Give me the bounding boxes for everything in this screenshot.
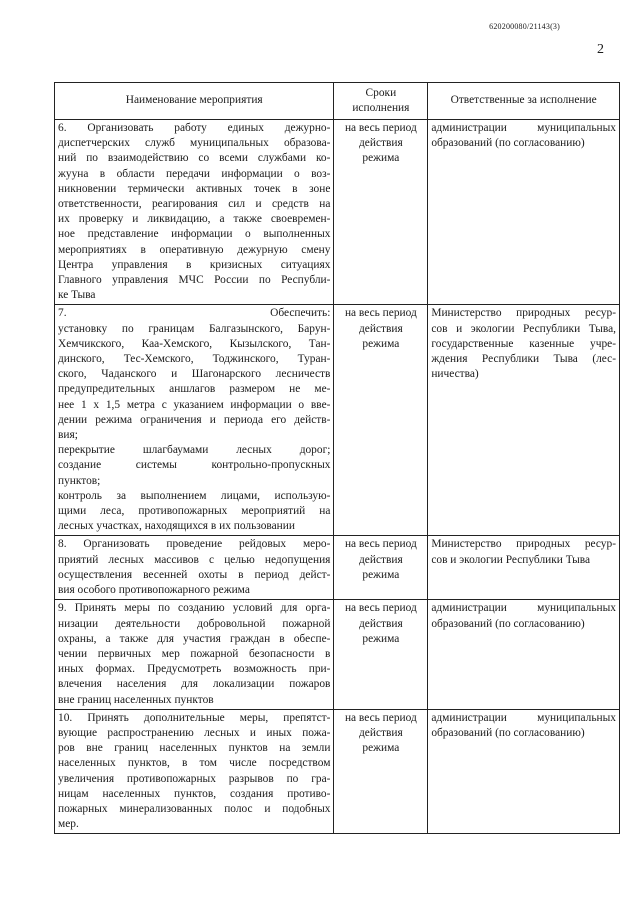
measure-description: [55, 709, 334, 834]
measure-line: влечения населения для локализации пожаров: [58, 678, 331, 691]
header-responsible: Ответственные за исполнение: [428, 83, 620, 120]
responsible-line: Министерство природных ресур-: [431, 538, 616, 551]
deadline-line: действия: [359, 726, 403, 739]
measure-line: ное представление информации о выполненных: [58, 228, 331, 241]
measure-line: создание системы контрольно-пропускных: [58, 459, 331, 472]
measure-line: иных формах. Предусмотреть возможность при-: [58, 663, 331, 676]
measure-line: установку по границам Балгазынского, Барун-: [58, 322, 331, 335]
measure-line: Центра управления в кризисных ситуациях: [58, 258, 331, 271]
measure-line: перекрытие шлагбаумами лесных дорог;: [58, 444, 331, 457]
measure-line: населенных пунктов, в том числе посредством: [58, 757, 331, 770]
measure-line: приятий лесных массивов с целью недопущения: [58, 553, 331, 566]
measure-line: динского, Тес-Хемского, Тоджинского, Туран-: [58, 353, 331, 366]
measure-responsible: [428, 536, 620, 600]
measure-description: [55, 120, 334, 305]
measure-line: контроль за выполнением лицами, использую-: [58, 489, 331, 502]
measure-line: осуществления весенней охоты в период дейст-: [58, 568, 331, 581]
measure-line: 6. Организовать работу единых дежурно-: [58, 122, 331, 134]
deadline-line: на весь период: [344, 602, 417, 615]
responsible-line: администрации муниципальных: [431, 122, 616, 134]
measure-description: [55, 600, 334, 709]
responsible-line: администрации муниципальных: [431, 602, 616, 615]
measure-line: Хемчикского, Каа-Хемского, Кызылского, Тан-: [58, 337, 331, 350]
measure-responsible: [428, 709, 620, 834]
measure-line: низации деятельности добровольной пожарной: [58, 617, 331, 630]
responsible-line: образований (по согласованию): [431, 617, 585, 630]
table-row: [55, 305, 620, 536]
measure-line: ров вне границ населенных пунктов на земли: [58, 742, 331, 755]
table-row: [55, 600, 620, 709]
measure-deadline: [334, 600, 428, 709]
responsible-line: образований (по согласованию): [431, 726, 585, 739]
page-number: 2: [597, 42, 604, 57]
measure-line: никновении термически активных точек в зоне: [58, 182, 331, 195]
measure-line: нее 1 х 1,5 метра с указанием информации о вве-: [58, 398, 331, 411]
deadline-line: режима: [362, 152, 400, 165]
deadline-line: действия: [359, 617, 403, 630]
measure-line: ницам населенных пунктов, создания противо-: [58, 787, 331, 800]
measure-line: Главного управления МЧС России по Республи-: [58, 274, 331, 287]
responsible-line: образований (по согласованию): [431, 137, 585, 150]
header-deadline: [334, 83, 428, 120]
deadline-line: на весь период: [344, 307, 417, 320]
measure-line: чении первичных мер пожарной безопасности в: [58, 647, 331, 660]
responsible-line: государственные казенные учре-: [431, 337, 616, 350]
table-row: [55, 120, 620, 305]
measure-line: вующие распространению лесных и иных пожа-: [58, 726, 331, 739]
measure-line: ний по взаимодействию со всеми службами ко-: [58, 152, 331, 165]
measure-description: [55, 305, 334, 536]
deadline-line: режима: [362, 632, 400, 645]
deadline-line: действия: [359, 322, 403, 335]
measures-table: [54, 82, 620, 834]
deadline-line: режима: [362, 568, 400, 581]
table-body: [55, 120, 620, 834]
header-measure-name: Наименование мероприятия: [55, 83, 334, 120]
measure-line: увеличения противопожарных разрывов по гра-: [58, 772, 331, 785]
measure-line: вия;: [58, 429, 78, 442]
measure-line: ского, Чаданского и Шагонарского лесничеств: [58, 368, 331, 381]
table-row: [55, 536, 620, 600]
measure-responsible: [428, 120, 620, 305]
measure-responsible: [428, 600, 620, 709]
header-deadline-line2: исполнения: [352, 102, 410, 114]
responsible-line: ничества): [431, 368, 479, 381]
responsible-line: администрации муниципальных: [431, 711, 616, 724]
deadline-line: режима: [362, 337, 400, 350]
responsible-line: ждения Республики Тыва (лес-: [431, 353, 616, 366]
measure-line: 7. Обеспечить:: [58, 307, 331, 320]
measure-deadline: [334, 305, 428, 536]
measure-line: щими леса, противопожарных мероприятий на: [58, 505, 331, 518]
header-deadline-line1: Сроки: [365, 86, 397, 99]
table-header-row: [55, 83, 620, 120]
deadline-line: действия: [359, 137, 403, 150]
measure-line: предупредительных аншлагов размером не ме-: [58, 383, 331, 396]
measure-line: ке Тыва: [58, 289, 96, 302]
measure-line: вне границ населенных пунктов: [58, 693, 214, 706]
responsible-line: сов и экологии Республики Тыва: [431, 553, 591, 566]
responsible-line: Министерство природных ресур-: [431, 307, 616, 320]
measure-line: мер.: [58, 818, 79, 831]
measure-line: дении режима ограничения и периода его действ-: [58, 413, 331, 426]
deadline-line: на весь период: [344, 711, 417, 724]
deadline-line: на весь период: [344, 538, 417, 551]
table-row: [55, 709, 620, 834]
measure-deadline: [334, 709, 428, 834]
deadline-line: на весь период: [344, 122, 417, 134]
measure-line: 8. Организовать проведение рейдовых меро-: [58, 538, 331, 551]
deadline-line: режима: [362, 742, 400, 755]
measure-responsible: [428, 305, 620, 536]
measure-line: диспетчерских служб муниципальных образова-: [58, 137, 331, 150]
document-code: 620200080/21143(3): [489, 22, 560, 31]
measure-line: пожарных минерализованных полос и подобных: [58, 802, 331, 815]
measure-line: лесных участках, находящихся в их пользовании: [58, 520, 295, 533]
measure-deadline: [334, 536, 428, 600]
measure-description: [55, 536, 334, 600]
measure-line: ответственности, реагирования сил и средств на: [58, 198, 331, 211]
responsible-line: сов и экологии Республики Тыва,: [431, 322, 616, 335]
measure-line: жууна в области передачи информации о воз-: [58, 167, 331, 180]
measure-deadline: [334, 120, 428, 305]
measure-line: пунктов;: [58, 474, 101, 487]
measure-line: мероприятиях в оперативную дежурную смену: [58, 243, 331, 256]
measure-line: вия особого противопожарного режима: [58, 584, 250, 597]
measure-line: их проверку и ликвидацию, а также своевремен-: [58, 213, 331, 226]
measure-line: 10. Принять дополнительные меры, препятст-: [58, 711, 331, 724]
measure-line: охраны, а также для участия граждан в обеспе-: [58, 632, 331, 645]
measure-line: 9. Принять меры по созданию условий для орга-: [58, 602, 331, 615]
deadline-line: действия: [359, 553, 403, 566]
